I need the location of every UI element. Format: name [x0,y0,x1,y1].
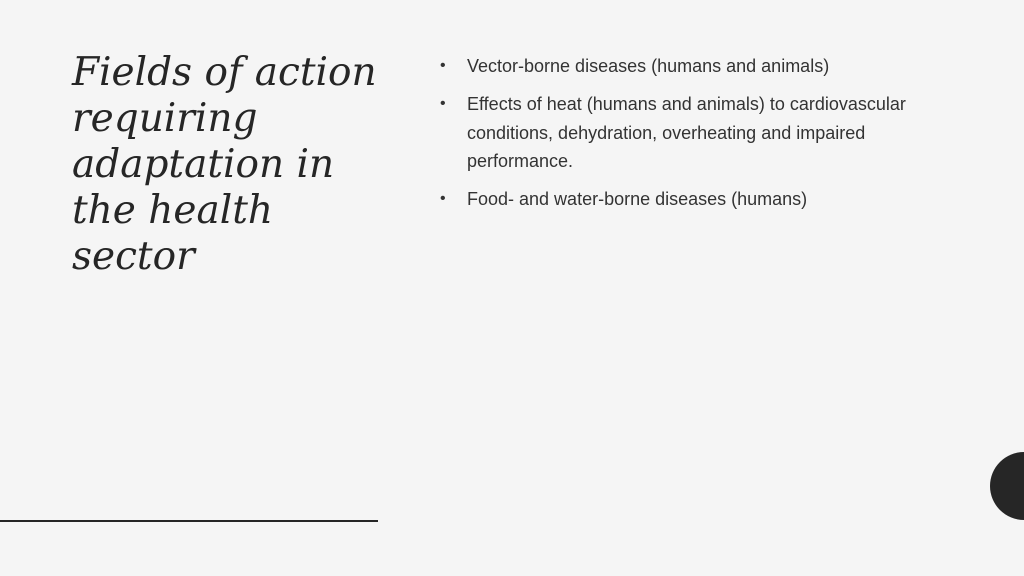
bullet-text: Vector-borne diseases (humans and animals) [467,56,830,76]
bullet-marker: • [440,190,446,207]
decorative-corner-circle [990,452,1024,520]
bullet-item-heat-effects [440,90,960,176]
slide-title: Fields of action requiring adaptation in the health sector [72,50,377,279]
bullet-marker: • [440,95,446,112]
bullet-item-vector-borne [440,52,960,81]
bullet-item-food-water-borne [440,185,960,214]
bullet-list [440,52,960,223]
bullet-marker: • [440,57,446,74]
bullet-text: Food- and water-borne diseases (humans) [467,189,808,209]
title-underline-rule [0,520,378,522]
bullet-text: Effects of heat (humans and animals) to cardiovascular conditions, dehydration, overheating and impaired performance. [467,94,906,171]
